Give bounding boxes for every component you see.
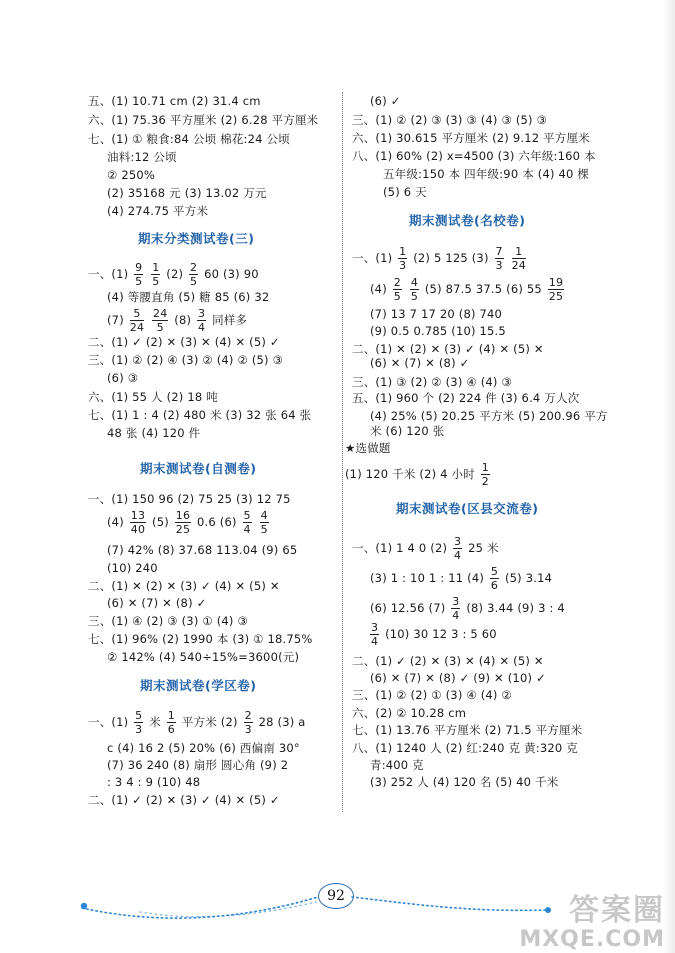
denominator: 3 <box>244 723 252 736</box>
section-title: 期末测试卷(自测卷) <box>140 461 257 476</box>
denominator: 25 <box>548 290 564 303</box>
denominator: 4 <box>243 523 251 536</box>
answer-line: 五、(1) 960 个 (2) 224 件 (3) 6.4 万人次 <box>352 391 580 405</box>
numerator: 5 <box>490 565 499 578</box>
answer-line: 七、(1) 13.76 平方厘米 (2) 71.5 平方厘米 <box>352 723 583 737</box>
answer-text: 平方米 (2) <box>181 715 238 729</box>
answer-line: ② 250% <box>107 168 156 182</box>
answer-text: (5) 3.14 <box>504 571 553 585</box>
answer-text: 28 (3) a <box>258 715 306 729</box>
section-title: 期末测试卷(名校卷) <box>409 213 526 228</box>
answer-line: (2) 35168 元 (3) 13.02 万元 <box>107 186 267 200</box>
answer-line: (4) 25% (5) 20.25 平方米 (5) 200.96 平方 <box>370 409 608 423</box>
numerator: 9 <box>135 261 143 274</box>
answer-text: (1) 120 千米 (2) 4 小时 <box>345 467 475 481</box>
numerator: 5 <box>135 709 143 722</box>
answer-line: (3) 252 人 (4) 120 名 (5) 40 千米 <box>370 775 559 789</box>
answer-line: (7) 36 240 (8) 扇形 圆心角 (9) 2 <box>107 758 289 772</box>
answer-line: 油料:12 公顷 <box>107 150 177 164</box>
numerator: 1 <box>481 461 489 474</box>
denominator: 5 <box>152 275 160 288</box>
answer-line: 二、(1) ✕ (2) ✕ (3) ✓ (4) ✕ (5) ✕ <box>88 579 280 593</box>
answer-line: 八、(1) 60% (2) x=4500 (3) 六年级:160 本 <box>352 149 596 163</box>
numerator: 1 <box>152 261 160 274</box>
answer-line: 六、(1) 30.615 平方厘米 (2) 9.12 平方厘米 <box>352 131 590 145</box>
answer-line: (6) ✓ <box>370 94 401 108</box>
answer-text: (2) 5 125 (3) <box>413 251 489 265</box>
denominator: 5 <box>190 275 198 288</box>
answer-text: (8) 3.44 (9) 3 : 4 <box>466 601 565 615</box>
answer-line: (7) 13 7 17 20 (8) 740 <box>370 307 503 321</box>
answer-text: 60 (3) 90 <box>204 267 259 281</box>
answer-line: 五、(1) 10.71 cm (2) 31.4 cm <box>88 94 261 108</box>
denominator: 25 <box>175 523 191 536</box>
answer-text: (7) <box>107 313 124 327</box>
watermark-url: MXQE.COM <box>519 927 665 952</box>
answer-text: 一、(1) <box>88 267 129 281</box>
numerator: 2 <box>190 261 198 274</box>
denominator: 5 <box>410 290 419 303</box>
answer-text: (5) 87.5 37.5 (6) 55 <box>424 282 542 296</box>
answer-text: 25 米 <box>468 541 499 555</box>
denominator: 6 <box>167 723 175 736</box>
answer-line: (4) 等腰直角 (5) 糖 85 (6) 32 <box>107 290 270 304</box>
answer-line: 七、(1) 1 : 4 (2) 480 米 (3) 32 张 64 张 <box>88 408 312 422</box>
denominator: 5 <box>135 275 143 288</box>
answer-text: (10) 30 12 3 : 5 60 <box>385 627 497 641</box>
denominator: 3 <box>135 723 143 736</box>
numerator: 3 <box>452 595 460 608</box>
answer-line: 五年级:150 本 四年级:90 本 (4) 40 棵 <box>383 167 590 181</box>
answer-text: 一、(1) <box>88 715 129 729</box>
denominator: 24 <box>129 321 145 334</box>
answer-line: 六、(1) 55 人 (2) 18 吨 <box>88 390 218 404</box>
numerator: 16 <box>175 509 191 522</box>
page-number: 92 <box>318 883 354 909</box>
numerator: 1 <box>167 709 175 722</box>
numerator: 4 <box>410 276 419 289</box>
answer-line: (5) 6 天 <box>383 185 427 199</box>
answer-line: 八、(1) 1240 人 (2) 红:240 克 黄:320 克 <box>352 741 578 755</box>
section-title: 期末测试卷(学区卷) <box>140 678 257 693</box>
answer-line: 二、(1) ✕ (2) ✕ (3) ✓ (4) ✕ (5) ✕ <box>352 342 544 356</box>
watermark-logo: 答案圈 <box>569 893 665 928</box>
numerator: 1 <box>512 246 526 259</box>
optional-label: ★选做题 <box>345 441 391 455</box>
denominator: 3 <box>495 259 503 272</box>
denominator: 5 <box>393 290 401 303</box>
answer-text: (5) <box>152 515 169 529</box>
answer-line: 一、(1) 150 96 (2) 75 25 (3) 12 75 <box>88 492 291 506</box>
answer-text: 米 <box>149 715 161 729</box>
answer-line: c (4) 16 2 (5) 20% (6) 西偏南 30° <box>107 741 300 755</box>
numerator: 1 <box>399 245 407 258</box>
denominator: 5 <box>156 321 164 334</box>
answer-line: 三、(1) ④ (2) ③ (3) ① (4) ③ <box>88 614 248 628</box>
numerator: 2 <box>244 709 252 722</box>
answer-line: 青:400 克 <box>370 758 424 772</box>
denominator: 4 <box>371 635 379 648</box>
denominator: 4 <box>454 549 462 562</box>
answer-line: 三、(1) ② (2) ④ (3) ② (4) ② (5) ③ <box>88 353 284 367</box>
answer-line: (7) 42% (8) 37.68 113.04 (9) 65 <box>107 543 298 557</box>
denominator: 2 <box>481 475 489 488</box>
numerator: 24 <box>153 307 168 320</box>
answer-text: (3) 1 : 10 1 : 11 (4) <box>370 571 485 585</box>
numerator: 4 <box>260 509 268 522</box>
answer-text: (4) <box>107 515 124 529</box>
answer-line: (4) 274.75 平方米 <box>107 204 209 218</box>
numerator: 5 <box>243 509 251 522</box>
answer-line: ② 142% (4) 540÷15%=3600(元) <box>107 650 300 664</box>
section-title: 期末分类测试卷(三) <box>138 231 255 246</box>
denominator: 24 <box>511 259 526 272</box>
answer-line: 二、(1) ✓ (2) ✕ (3) ✕ (4) ✕ (5) ✕ <box>352 654 544 668</box>
numerator: 13 <box>130 509 146 522</box>
denominator: 6 <box>490 579 499 592</box>
answer-line: 48 张 (4) 120 件 <box>107 426 201 440</box>
numerator: 3 <box>371 621 379 634</box>
numerator: 3 <box>198 307 206 320</box>
answer-text: 同样多 <box>212 313 248 327</box>
denominator: 5 <box>260 523 268 536</box>
answer-text: (2) <box>166 267 184 281</box>
answer-text: (8) <box>174 313 192 327</box>
denominator: 3 <box>399 259 407 272</box>
numerator: 2 <box>393 276 401 289</box>
numerator: 3 <box>454 535 462 548</box>
answer-line: : 3 4 : 9 (10) 48 <box>107 775 201 789</box>
answer-line: 七、(1) 96% (2) 1990 本 (3) ① 18.75% <box>88 632 313 646</box>
answer-line: (6) ③ <box>107 371 139 385</box>
answer-line: 三、(1) ② (2) ③ (3) ③ (4) ③ (5) ③ <box>352 113 548 127</box>
answer-line: 二、(1) ✓ (2) ✕ (3) ✕ (4) ✕ (5) ✓ <box>88 335 280 349</box>
answer-text: 一、(1) <box>352 251 393 265</box>
answer-line: (10) 240 <box>107 561 158 575</box>
answer-line: 二、(1) ✓ (2) ✕ (3) ✓ (4) ✕ (5) ✓ <box>88 793 280 807</box>
answer-line: 六、(2) ② 10.28 cm <box>352 706 467 720</box>
answer-text: (4) <box>370 282 387 296</box>
answer-line: 三、(1) ③ (2) ② (3) ④ (4) ③ <box>352 375 512 389</box>
answer-text: 一、(1) 1 4 0 (2) <box>352 541 448 555</box>
numerator: 19 <box>548 276 564 289</box>
answer-line: 米 (6) 120 张 <box>370 424 445 438</box>
answer-line: (6) ✕ (7) ✕ (8) ✓ <box>107 596 207 610</box>
denominator: 4 <box>198 321 206 334</box>
numerator: 5 <box>130 308 144 321</box>
answer-line: (6) ✕ (7) ✕ (8) ✓ (9) ✕ (10) ✓ <box>370 671 546 685</box>
section-title: 期末测试卷(区县交流卷) <box>396 501 539 516</box>
answer-line: 六、(1) 75.36 平方厘米 (2) 6.28 平方厘米 <box>88 113 319 127</box>
answer-line: (6) ✕ (7) ✕ (8) ✓ <box>370 356 470 370</box>
answer-text: (6) 12.56 (7) <box>370 601 446 615</box>
answer-line: 三、(1) ② (2) ① (3) ④ (4) ② <box>352 688 512 702</box>
answer-line: (9) 0.5 0.785 (10) 15.5 <box>370 324 506 338</box>
answer-line: 七、(1) ① 粮食:84 公顷 棉花:24 公顷 <box>88 132 290 146</box>
numerator: 7 <box>495 245 503 258</box>
answer-text: 0.6 (6) <box>197 515 237 529</box>
denominator: 40 <box>130 523 146 536</box>
denominator: 4 <box>452 609 460 622</box>
